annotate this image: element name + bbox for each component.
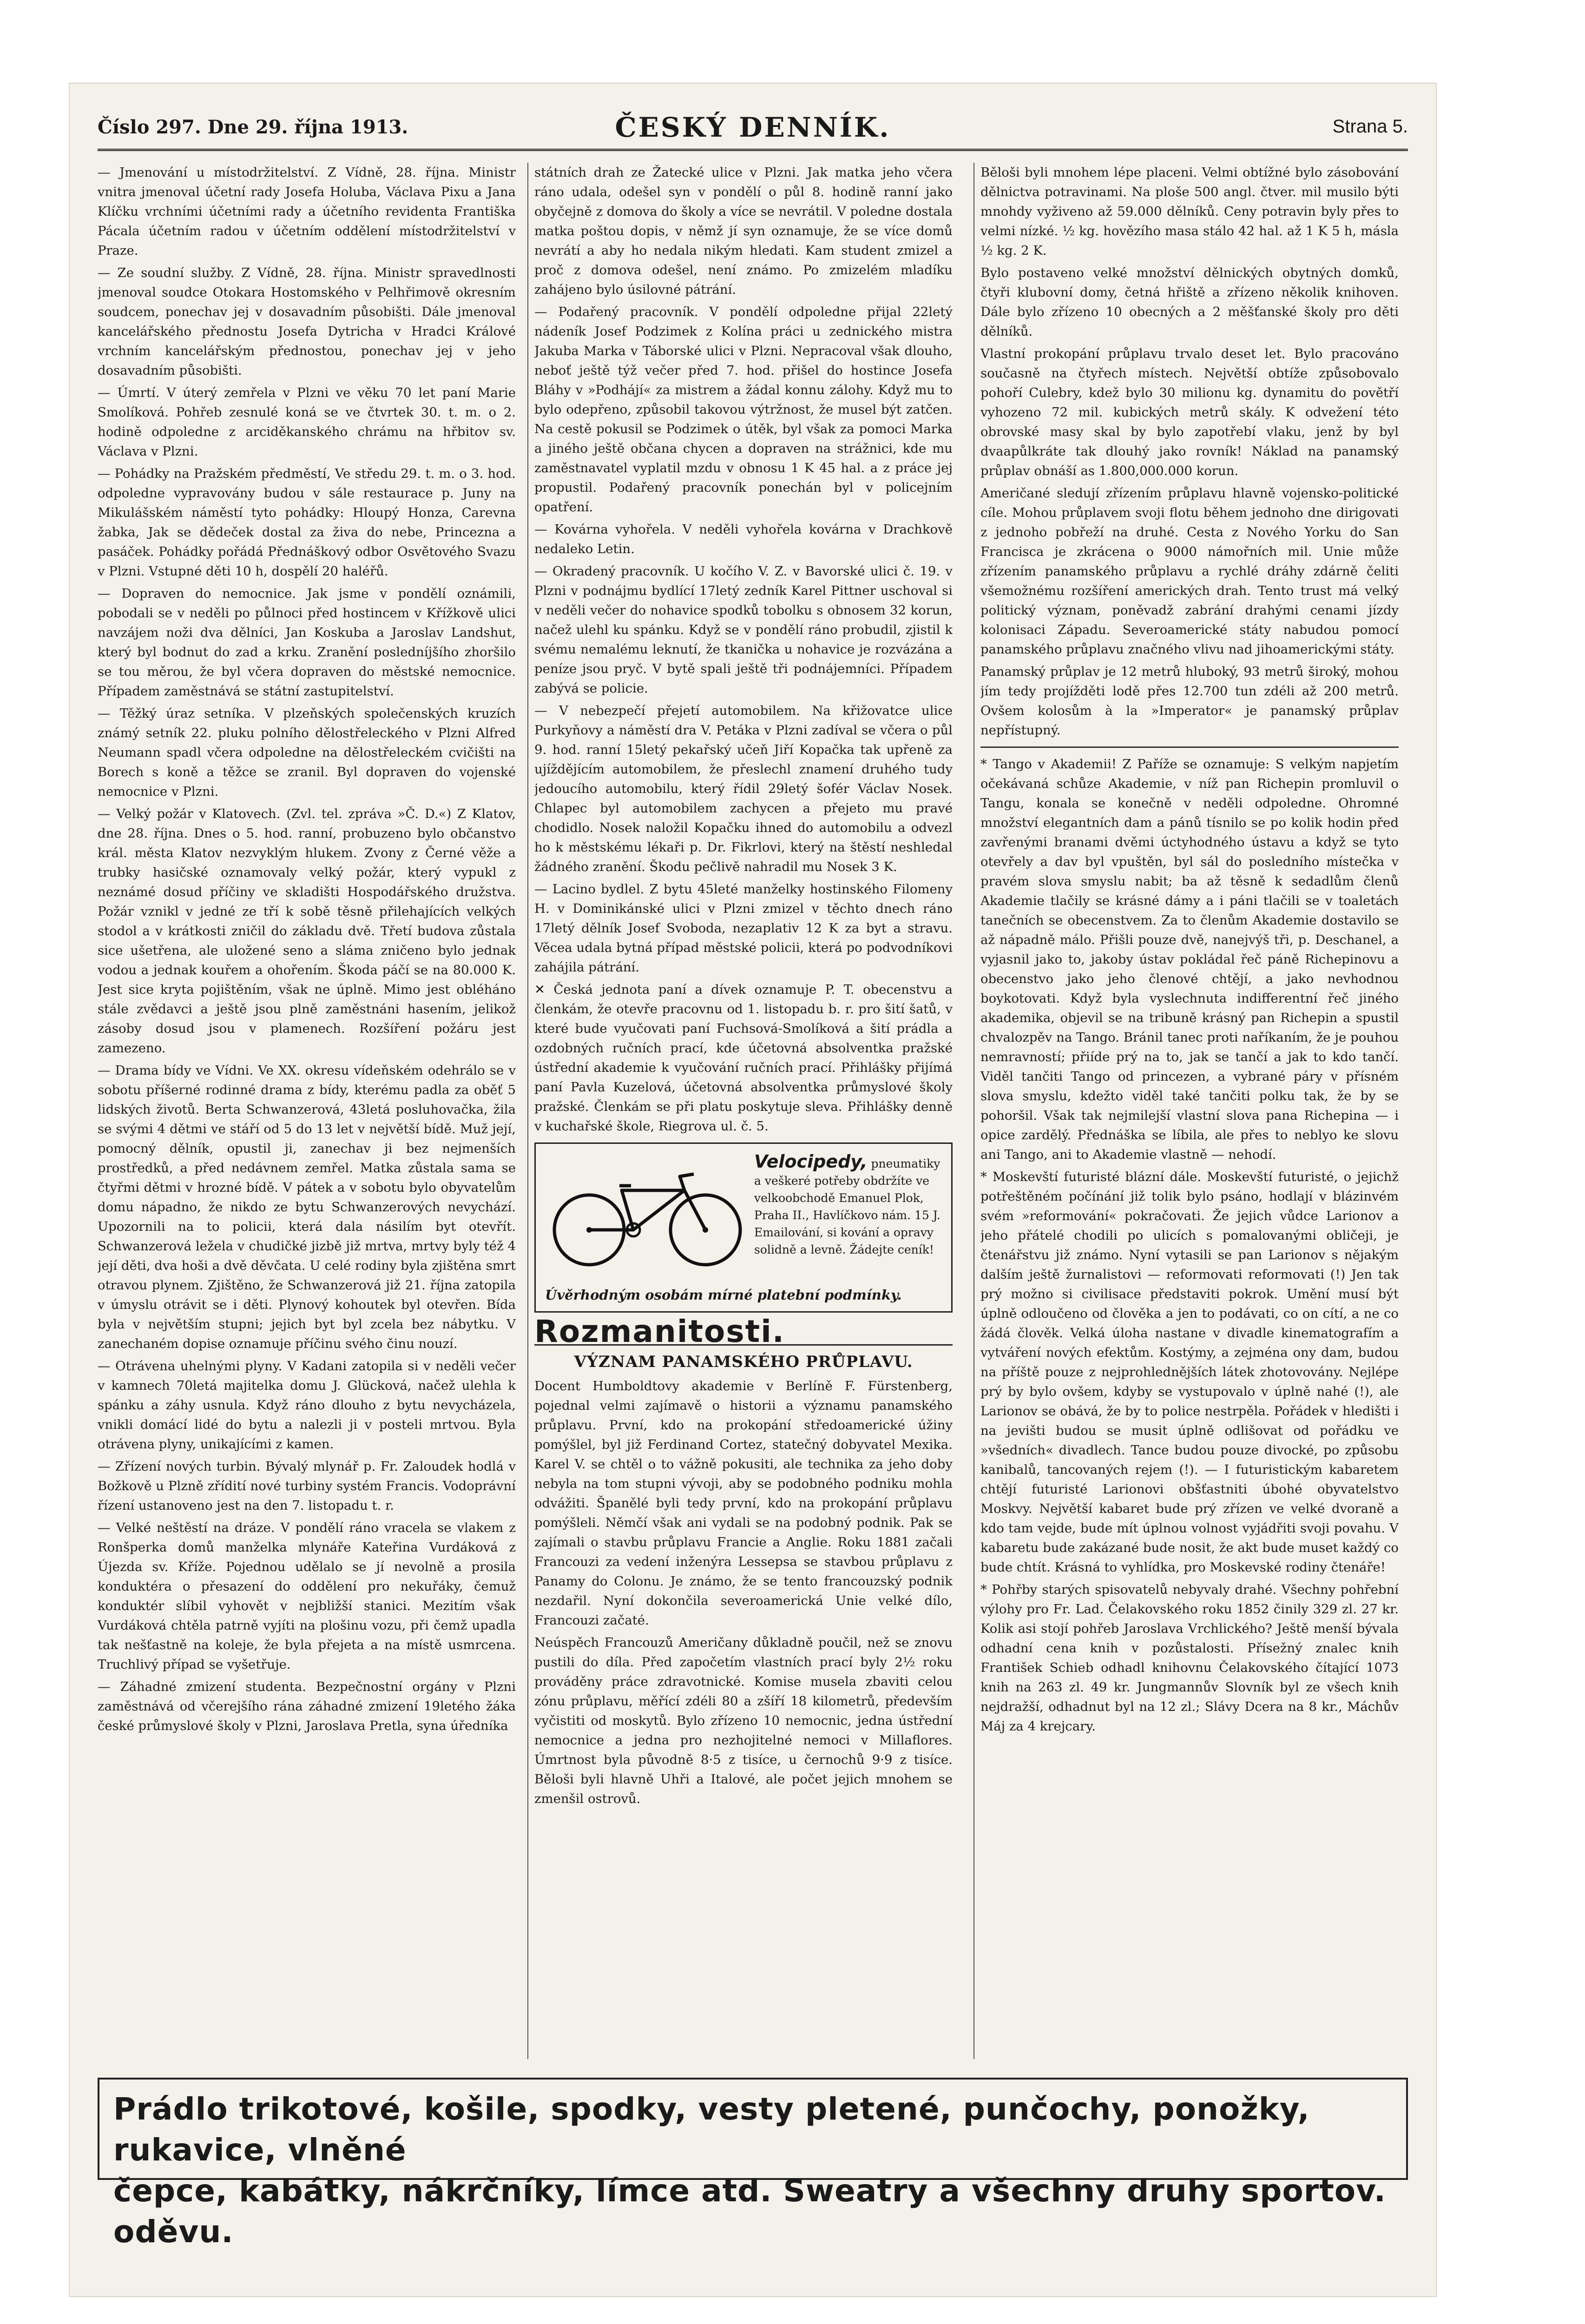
news-item: — Lacino bydlel. Z bytu 45leté manželky hostinského Filomeny H. v Dominikánské ulici v Plzni zmizel v těchto dnech ráno 17letý dělník Josef Svoboda, nezaplativ 12 K za byt a stravu. Věcea udala bytná případ městské policii, která po podvodníkovi zahájila pátrání. bbox=[534, 882, 953, 975]
article-title: VÝZNAM PANAMSKÉHO PRŮPLAVU. bbox=[574, 1353, 913, 1371]
divider bbox=[980, 746, 1399, 748]
bicycle-ad-text bbox=[754, 1153, 944, 1258]
article-paragraph: Běloši byli mnohem lépe placeni. Velmi obtížné bylo zásobování dělnictva potravinami. Na ploše 500 angl. čtver. mil musilo býti mnohdy vyživeno až 59.000 dělníků. Ceny potravin byly přes to velmi nízké. ½ kg. hovězího masa stálo 42 hal. až 1 K 5 h, másla ½ kg. 2 K. bbox=[980, 165, 1399, 258]
article-paragraph: Panamský průplav je 12 metrů hluboký, 93 metrů široký, mohou jím tedy projížděti lodě přes 12.700 tun zdéli až 200 metrů. Ovšem kolosům à la »Imperator« je panamský průplav nepřístupný. bbox=[980, 664, 1399, 738]
article-paragraph: Neúspěch Francouzů Američany důkladně poučil, než se znovu pustili do díla. Před započetím vlastních prací byly 2½ roku prováděny práce zdravotnické. Komise musela zbaviti celou zónu průplavu, měřící zdéli 80 a zšíří 18 kilometrů, především vyčistiti od moskytů. Bylo zřízeno 10 nemocnic, jedna ústřední nemocnice a jedna pro nezhojitelné nemoci v Millaflores. Úmrtnost byla původně 8·5 z tisíce, u černochů 9·9 z tisíce. Běloši byli hlavně Uhři a Italové, ale počet jejich mnohem se zmenšil ostrovů. bbox=[534, 1635, 953, 1806]
column-rule bbox=[973, 163, 974, 2059]
news-item: — V nebezpečí přejetí automobilem. Na křižovatce ulice Purkyňovy a náměstí dra V. Petáka v Plzni zadíval se včera o půl 9. hod. ranní 15letý pekařský učeň Jiří Kopačka tak upřeně za ujíždějícím automobilem, že přeslechl znamení druhého tudy jedoucího automobilu, který řídil 29letý šofér Václav Nosek. Chlapec byl automobilem zachycen a přejeto mu pravé chodidlo. Nosek naložil Kopačku ihned do automobilu a odvezl ho k městskému lékaři p. Dr. Fikrlovi, který na štěstí neshledal žádného zranění. Škodu pečlivě nahradil mu Nosek 3 K. bbox=[534, 703, 953, 874]
news-item: státních drah ze Žatecké ulice v Plzni. Jak matka jeho včera ráno udala, odešel syn v pondělí o půl 8. hodině ranní jako obyčejně z domova do školy a více se nevrátil. V poledne dostala matka poštou dopis, v němž jí syn oznamuje, že se více domů nevrátí a aby ho nedala nikým hledati. Kam student zmizel a proč z domova odešel, není známo. Po zmizelém mladíku zahájeno bylo úsilovné pátrání. bbox=[534, 165, 953, 297]
article-paragraph: Vlastní prokopání průplavu trvalo deset let. Bylo pracováno současně na čtyřech místech. Největší obtíže způsobovalo pohoří Culebry, kdež bylo 30 milionu kg. dynamitu do povětří vyhozeno 72 mil. kubických metrů skály. K odvežení této obrovské masy skal by bylo zapotřebí vlaku, jenž by byl dvaapůlkráte tak dlouhý jako rovník! Náklad na panamský průplav obnáší as 1.800,000.000 korun. bbox=[980, 346, 1399, 478]
bicycle-ad-terms: Úvěrhodným osobám mírné platební podmínky. bbox=[545, 1287, 902, 1303]
bicycle-ad-body: pneumatiky a veškeré potřeby obdržíte ve velkoobchodě Emanuel Plok, Praha II., Havlíčkovo nám. 15 J. Emailování, si kování a opravy solidně a levně. Žádejte ceník! bbox=[754, 1157, 940, 1256]
masthead bbox=[98, 112, 1408, 151]
news-item: — Drama bídy ve Vídni. Ve XX. okresu vídeňském odehrálo se v sobotu příšerné rodinné drama z bídy, kterému padla za oběť 5 lidských životů. Berta Schwanzerová, 43letá posluhovačka, žila se svými 4 dětmi ve stáří od 5 do 13 let v největší bídě. Muž její, pomocný dělník, opustil ji, zanechav ji bez nejmenších prostředků, a před nedávnem zemřel. Matka zůstala sama se čtyřmi dětmi v hrozné bídě. V pátek a v sobotu bylo obyvatelům domu nápadno, že nikdo ze bytu Schwanzerových nevychází. Upozornili na to policii, která dala násilím byt otevřít. Schwanzerová ležela v chudičké jizbě již mrtva, mrtvy byly též 4 její děti, dva hoši a dvě děvčata. U celé rodiny byla zjištěna smrt otravou plynem. Zjištěno, že Schwanzerová již 21. října zatopila v úmyslu otrávit se i děti. Plynový kohoutek byl otevřen. Bída byla v největším stupni; jejich byt byl zcela bez nábytku. V zanechaném dopise oznamuje příčinu svého činu nouzí. bbox=[98, 1063, 516, 1351]
clothing-ad-line: Prádlo trikotové, košile, spodky, vesty pletené, punčochy, ponožky, rukavice, vlněné bbox=[113, 2091, 1310, 2168]
news-item: — Dopraven do nemocnice. Jak jsme v pondělí oznámili, pobodali se v neděli po půlnoci před hostincem v Křížkově ulici navzájem noži dva dělníci, Jan Koskuba a Jaroslav Landshut, který byl bodnut do zad a krku. Zranění posledníjšího zhoršilo se tou měrou, že byl včera dopraven do městské nemocnice. Případem zaměstnává se státní zastupitelství. bbox=[98, 586, 516, 699]
column-2 bbox=[534, 163, 953, 2059]
column-1 bbox=[98, 163, 516, 2059]
column-rule bbox=[527, 163, 528, 2059]
news-item: ✕ Česká jednota paní a dívek oznamuje P. T. obecenstvu a členkám, že otevře pracovnu od 1. listopadu b. r. pro šití šatů, v které bude vyučovati paní Fuchsová-Smolíková a šití prádla a ozdobných ručních prací, kde účetovná absolventka pražské ústřední akademie k vyučování ručních prací. Přihlášky přijímá paní Pavla Kuzelová, účetovná absolventka průmyslové školy pražské. Členkám se při platu poskytuje sleva. Přihlášky denně v kuchařské škole, Riegrova ul. č. 5. bbox=[534, 982, 953, 1134]
news-item: — Kovárna vyhořela. V neděli vyhořela kovárna v Drachkově nedaleko Letin. bbox=[534, 522, 953, 556]
news-item: — Podařený pracovník. V pondělí odpoledne přijal 22letý nádeník Josef Podzimek z Kolína práci u zednického mistra Jakuba Marka v Táborské ulici v Plzni. Nepracoval však dlouho, neboť ještě týž večer před 7. hod. přišel do hostince Josefa Bláhy v »Podhájí« za mistrem a žádal konnu zálohy. Když mu to bylo odepřeno, způsobil takovou výtržnost, že musel být zatčen. Na cestě pokusil se Podzimek o útěk, byl však za pomoci Marka a jiného ještě občana chycen a dopraven na strážnici, kde mu zaměstnavatel vyplatil mzdu v obnosu 1 K 45 hal. a z práce jej propustil. Podařený pracovník ponechán byl v policejním opatření. bbox=[534, 304, 953, 515]
news-item: — Záhadné zmizení studenta. Bezpečnostní orgány v Plzni zaměstnává od včerejšího rána záhadné zmizení 19letého žáka české průmyslové školy v Plzni, Jaroslava Pretla, syna úředníka bbox=[98, 1679, 516, 1733]
news-item: — Otrávena uhelnými plyny. V Kadani zatopila si v neděli večer v kamnech 70letá majitelka domu J. Glücková, načež ulehla k spánku a záhy usnula. Když ráno dlouho z bytu nevycházela, vnikli domácí lidé do bytu a nalezli ji v posteli mrtvou. Byla otrávena plyny, unikajícími z kamen. bbox=[98, 1359, 516, 1452]
news-item: — Jmenování u místodržitelství. Z Vídně, 28. října. Ministr vnitra jmenoval účetní rady Josefa Holuba, Václava Pixu a Jana Klíčku vrchními účetními rady a účetního revidenta Františka Pácala účetním radou v účetním oddělení místodržitelství v Praze. bbox=[98, 165, 516, 258]
bicycle-ad-brand: Velocipedy, bbox=[754, 1151, 868, 1172]
clothing-advertisement bbox=[98, 2078, 1408, 2250]
section-title: Rozmanitosti. bbox=[534, 1322, 953, 1346]
article-paragraph: Američané sledují zřízením průplavu hlavně vojensko-politické cíle. Mohou průplavem svoji flotu během jednoho dne dirigovati z jednoho pobřeží na druhé. Cesta z Nového Yorku do San Francisca je zkrácena o 9000 námořních mil. Unie může zřízením panamského průplavu a rychlé dráhy zdárně čeliti všemožnému rozšíření amerických drah. Tento trust má velký politický význam, poněvadž zabrání drahými cenami jízdy kolonisaci Západu. Severoamerické státy nabudou pomocí panamského průplavu značného vlivu nad jihoamerickými státy. bbox=[980, 486, 1399, 657]
page-number: Strana 5. bbox=[1332, 116, 1408, 137]
news-item: * Moskevští futuristé blázní dále. Moskevští futuristé, o jejichž potřeštěném počínání již tolik bylo psáno, hodlají v blázinvém svém »reformování« pokračovati. Že jejich vůdce Larionov a jeho přátelé chodili po ulicích s pomalovanými obličeji, je čtenářstvu již známo. Nyní vytasili se pan Larionov s nějakým dalším ještě žurnalistovi — reformovati reformovati (!) Jen tak prý možno si civilisace představiti pokrok. Umění musí být úplně odloučeno od člověka a jen to podávati, co on cítí, a ne co žádá člověk. Velká úloha nastane v divadle kinematografím a vytváření nových efektům. Kostýmy, a zejména ony dam, budou na příště pouze z nejprohlednějších látek zhotovovány. Nejlépe prý by bylo ovšem, kdyby se vystupovalo v úplně nahé (!), ale Larionov se obává, že by to police nestrpěla. Pořádek v hledišti i na jevišti budou se musit úplně odlišovat od pořádku ve »všedních« divadlech. Tance budou pouze divocké, po způsobu kanibalů, tancovaných rejem (!). — I futuristickým kabaretem chtějí futuristé Larionovi obšťastniti úbohé obyvatelstvo Moskvy. Největší kabaret bude prý zřízen ve velké dvoraně a kdo tam vejde, bude mít úplnou volnost vyjádřiti svoji povahu. V kabaretu bude zakázané bude nosit, že akt bude muset každý co bude chtít. Krásná to vyhlídka, pro Moskevské rodiny čtenáře! bbox=[980, 1169, 1399, 1575]
issue-info: Číslo 297. Dne 29. října 1913. bbox=[98, 116, 408, 138]
news-item: * Tango v Akademii! Z Paříže se oznamuje: S velkým napjetím očekávaná schůze Akademie, v níž pan Richepin promluvil o Tangu, konala se konečně v neděli odpoledne. Ohromné množství elegantních dam a pánů tísnilo se po kolik hodin před zavřenými branami dvěmi úctyhodného ústavu a když se tyto otevřely a dav byl vpuštěn, byl sál do posledního místečka v pravém slova smyslu nabit; ba až těsně k sedadlům členů Akademie tlačily se krásné dámy a i páni tlačili se v toaletách tanečních se obecenstvem. Za to členům Akademie dostavilo se až nápadně málo. Přišli pouze dvě, nanejvýš tři, p. Deschanel, a vyjasnil jako to, jakoby ústav pokládal řeč páně Richepinovu a obecenstvo jako jeho členové chtějí, a jako nevhodnou boykotovati. Když byla vyslechnuta indifferentní řeč jiného akademika, objevil se na tribuně krásný pan Richepin a spustil chvalozpěv na Tango. Bránil tanec proti naříkaním, že je pouhou nemravností; přiíde prý na to, jak se tančí a jak to kdo tančí. Viděl tančiti Tango od princezen, a vybrané páry v přísném slova smyslu, kdežto viděl také tančiti polku tak, že by se pohoršil. Však tak nejmilejší vlastní slova pana Richepina — i opice zardělý. Přednáška se líbila, ale přes to neblyo ke slovu ani Tango, ani to Akademie vlastně — nehodí. bbox=[980, 757, 1399, 1162]
news-item: — Těžký úraz setníka. V plzeňských společenských kruzích známý setník 22. pluku polního dělostřeleckého v Plzni Alfred Neumann spadl včera odpoledne na dělostřeleckém cvičišti na Borech s koně a těžce se zranil. Byl dopraven do vojenské nemocnice v Plzni. bbox=[98, 706, 516, 799]
news-item: — Velký požár v Klatovech. (Zvl. tel. zpráva »Č. D.«) Z Klatov, dne 28. října. Dnes o 5. hod. ranní, probuzeno bylo občanstvo král. města Klatov nezvyklým hlukem. Zvony z Černé věže a trubky hasičské oznamovaly velký požár, který vypukl z neznámé dosud příčiny ve skladišti Hospodářského družstva. Požár vznikl v jedné ze tří k sobě těsně přilehajících velkých stodol a v krátkosti zničil do základu dvě. Třetí budova zůstala sice ušetřena, ale uložené seno a slámа zničeno bylo jednak vodou a jednak kouřem a ohořením. Škoda páčí se na 80.000 K. Jest sice kryta pojištěním, však ne úplně. Mimo jest obléháno stále zvědavci a ještě jsou plně zaměstnáni hasením, jelikož zásoby dosud jsou v plamenech. Rozšíření požáru jest zamezeno. bbox=[98, 806, 516, 1056]
newspaper-page bbox=[70, 84, 1436, 2296]
news-item: — Okradený pracovník. U kočího V. Z. v Bavorské ulici č. 19. v Plzni v podnájmu bydlící 17letý zedník Karel Pittner uschoval si v neděli večer do nohavice spodků tobolku s obnosem 32 korun, načež ulehl ku spánku. Když se v pondělí ráno probudil, zjistil k svému nemalému leknutí, že tkanička u nohavice je rozvázána a peníze jsou pryč. V bytě spali ještě tři podnájemníci. Případem zabývá se policie. bbox=[534, 564, 953, 696]
news-item: — Velké neštěstí na dráze. V pondělí ráno vracela se vlakem z Ronšperka domů manželka mlynáře Kateřina Vurdáková z Újezda sv. Kříže. Pojednou udělalo se jí nevolně a prosila konduktéra o přesazení do oddělení pro nekuřáky, čemuž konduktér slíbil vyhovět v nejbližší stanici. Mezitím však Vurdáková chtěla patrně vyjíti na plošinu vozu, při čemž upadla tak nešťastně na koleje, že byla přejeta a na místě usmrcena. Truchlivý případ se vyšetřuje. bbox=[98, 1520, 516, 1672]
clothing-ad-line: čepce, kabátky, nákrčníky, límce atd. Sweatry a všechny druhy sportov. oděvu. bbox=[113, 2173, 1386, 2250]
news-item: — Úmrtí. V úterý zemřela v Plzni ve věku 70 let paní Marie Smolíková. Pohřeb zesnulé koná se ve čtvrtek 30. t. m. o 2. hodině odpoledne z arciděkanského chrámu na hřbitov sv. Václava v Plzni. bbox=[98, 385, 516, 459]
news-item: — Pohádky na Pražském předměstí, Ve středu 29. t. m. o 3. hod. odpoledne vypravovány budou v sále restaurace p. Juny na Mikulášském náměstí tyto pohádky: Hloupý Honza, Carevna žabka, Jak se dědeček dostal za živa do nebe, Princezna a pasáček. Pohádky pořádá Přednáškový odbor Osvětového Svazu v Plzni. Vstupné děti 10 h, dospělí 20 haléřů. bbox=[98, 466, 516, 579]
news-item: — Zřízení nových turbin. Bývalý mlynář p. Fr. Zaloudek hodlá v Božkově u Plzně zřídití nové turbiny systém Francis. Vodoprávní řízení ustanoveno jest na den 7. listopadu t. r. bbox=[98, 1459, 516, 1513]
news-item: * Pohřby starých spisovatelů nebyvaly drahé. Všechny pohřební výlohy pro Fr. Lad. Čelakovského roku 1852 činily 329 zl. 27 kr. Kolik asi stojí pohřeb Jaroslava Vrchlického? Ještě menší bývala odhadní cena knih v pozůstalosti. Přísežný znalec knih František Schieb odhadl knihovnu Čelakovského čítající 1073 knih na 263 zl. 49 kr. Jungmannův Slovník byl ze všech knih nejdražší, odhadnut byl na 12 zl.; Slávy Dcera na 8 kr., Máchův Máj za 4 krejcary. bbox=[980, 1582, 1399, 1734]
article-paragraph: Docent Humboldtovy akademie v Berlíně F. Fürstenberg, pojednal velmi zajímavě o historii a významu panamského průplavu. První, kdo na prokopání středoamerické úžiny pomýšlel, byl již Ferdinand Cortez, statečný dobyvatel Mexika. Karel V. se chtěl o to vážně pokusiti, ale technika za jeho doby nebyla na tom stupni vývoji, aby se podobného podniku mohla odvážiti. Španělé byli tedy první, kdo na prokopání průplavu pomýšleli. Němčí však ani vydali se na podobný podnik. Pak se zajímali o stavbu průplavu Francie a Anglie. Roku 1881 začali Francouzi za vedení inženýra Lessepsa se stavbou průplavu z Panamy do Colonu. Je známo, že se tento francouzský podnik nezdařil. Nyní dokončila severoamerická Unie velké dílo, Francouzi začaté. bbox=[534, 1379, 953, 1628]
column-3 bbox=[980, 163, 1399, 2059]
news-item: — Ze soudní služby. Z Vídně, 28. října. Ministr spravedlnosti jmenoval soudce Otokara Hostomského v Pelhřimově okresním soudcem, ponechav jej v dosavadním působišti. Dále jmenoval kancelářského přednostu Josefa Dytricha v Hradci Králové vrchním kancelářským přednostou, ponechav jej v jeho dosavadním působišti. bbox=[98, 265, 516, 378]
bicycle-icon bbox=[545, 1162, 750, 1269]
bicycle-advertisement bbox=[534, 1142, 953, 1313]
newspaper-title: ČESKÝ DENNÍK. bbox=[615, 112, 891, 143]
article-paragraph: Bylo postaveno velké množství dělnických obytných domků, čtyři klubovní domy, četná hřiště a zřízeno několik knihoven. Dále bylo zřízeno 10 obecných a 2 měšťanské školy pro děti dělníků. bbox=[980, 265, 1399, 339]
